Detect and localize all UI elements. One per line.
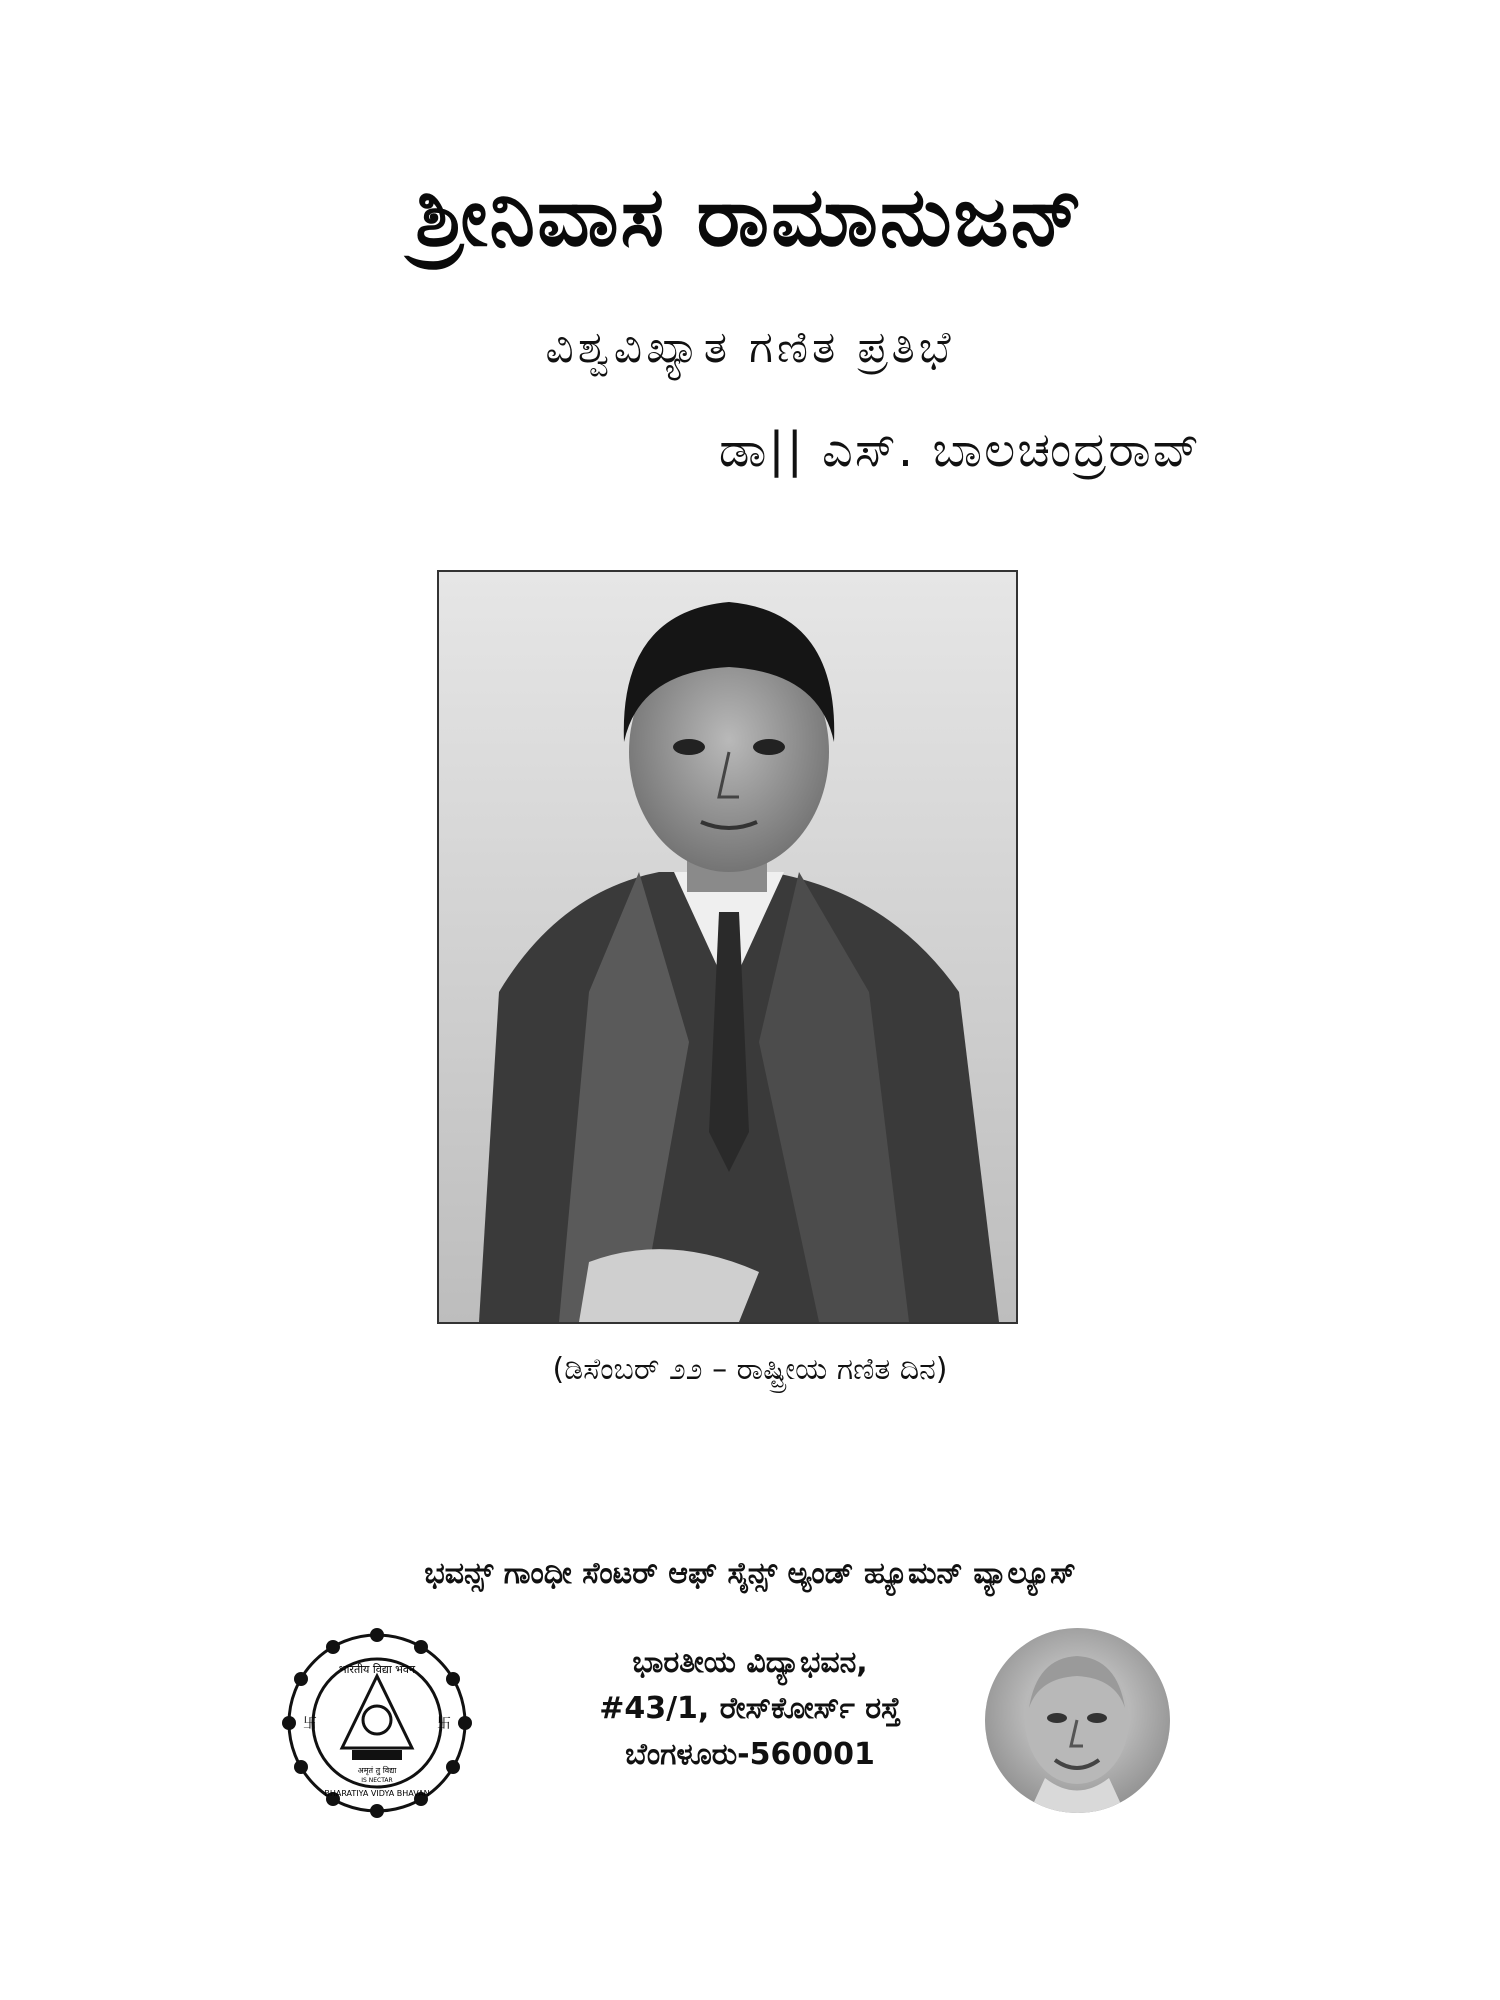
address-line-1: ಭಾರತೀಯ ವಿದ್ಯಾಭವನ, (632, 1645, 868, 1680)
portrait-photo-image (439, 572, 1016, 1322)
portrait-photo (437, 570, 1018, 1324)
book-author: ಡಾ|| ಎಸ್. ಬಾಲಚಂದ್ರರಾವ್ (718, 422, 1202, 478)
book-subtitle: ವಿಶ್ವವಿಖ್ಯಾತ ಗಣಿತ ಪ್ರತಿಭೆ (545, 322, 955, 373)
portrait-circle-image (985, 1628, 1170, 1813)
swastika-right-icon: 卐 (437, 1716, 451, 1732)
address-line-3: ಬೆಂಗಳೂರು-560001 (625, 1737, 875, 1772)
emblem-icon (282, 1628, 472, 1818)
logo-top-text: भारतीय विद्या भवन (338, 1663, 416, 1676)
publisher-address (520, 1640, 980, 1778)
publisher-center-name: ಭವನ್ಸ್ ಗಾಂಧೀ ಸೆಂಟರ್ ಆಫ್ ಸೈನ್ಸ್ ಅ್ಯಂಡ್ ಹ್ಯೂಮನ್ ವ್ಯಾಲ್ಯೂಸ್ (424, 1556, 1076, 1591)
swastika-left-icon: 卐 (303, 1716, 317, 1732)
logo-bottom-text: BHARATIYA VIDYA BHAVAN (324, 1789, 430, 1798)
right-portrait-photo (985, 1628, 1170, 1813)
book-title: ಶ್ರೀನಿವಾಸ ರಾಮಾನುಜನ್ (415, 170, 1085, 265)
logo-motto-en: IS NECTAR (361, 1777, 393, 1784)
logo-motto: अमृतं तु विद्या (357, 1766, 397, 1775)
bharatiya-vidya-bhavan-logo (282, 1628, 472, 1818)
photo-caption: (ಡಿಸೆಂಬರ್ ೨೨ – ರಾಷ್ಟ್ರೀಯ ಗಣಿತ ದಿನ) (552, 1352, 948, 1387)
address-line-2: #43/1, ರೇಸ್‌ಕೋರ್ಸ್ ರಸ್ತೆ (599, 1691, 901, 1726)
